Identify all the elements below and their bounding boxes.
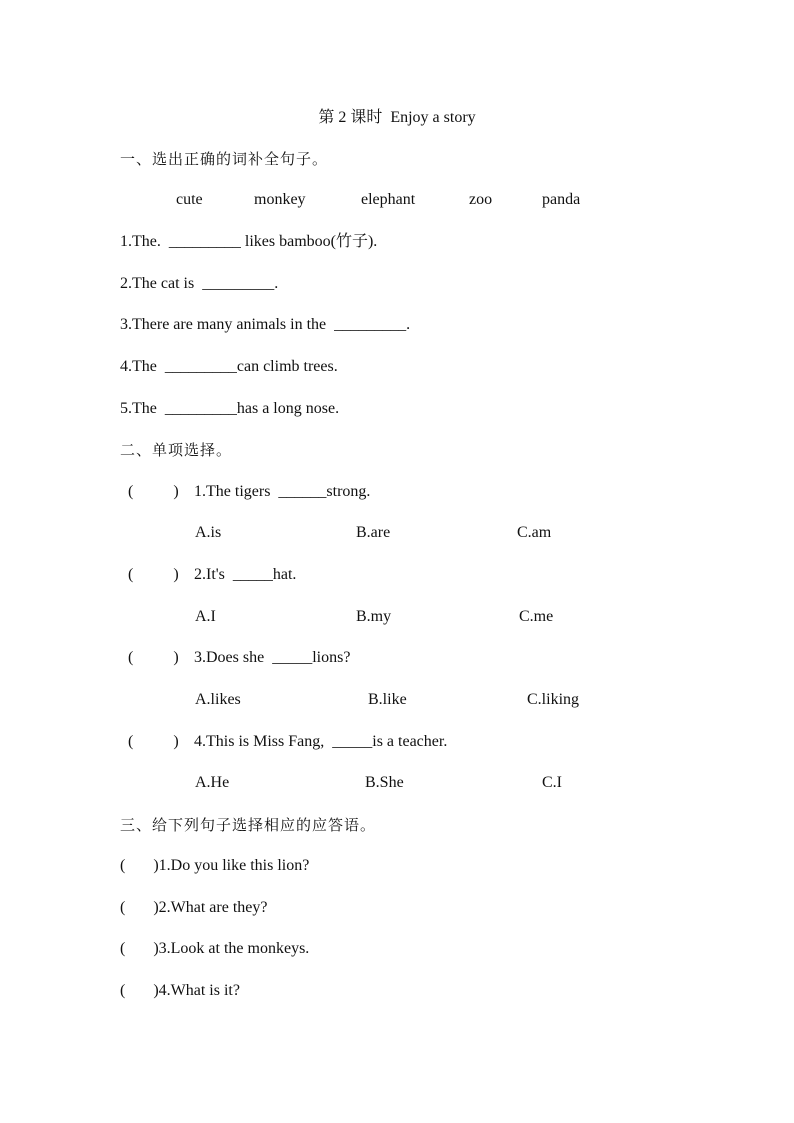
word-bank-item: cute [176,191,203,208]
response-question-3: ( )3.Look at the monkeys. [120,940,310,957]
mc-question-2-stem: 2.It's _____hat. [194,566,297,583]
mc-question-1-stem: 1.The tigers ______strong. [194,483,371,500]
fill-question-1: 1.The. _________ likes bamboo(竹子). [120,233,378,250]
answer-parenthesis: ( ) [128,483,179,500]
mc-option: B.my [356,608,392,625]
mc-option: A.likes [195,691,241,708]
mc-question-4-stem: 4.This is Miss Fang, _____is a teacher. [194,733,448,750]
mc-option: A.I [195,608,216,625]
word-bank-item: zoo [469,191,493,208]
mc-option: C.liking [527,691,580,708]
section-2-heading: 二、单项选择。 [120,441,233,459]
response-question-1: ( )1.Do you like this lion? [120,857,310,874]
answer-parenthesis: ( ) [128,566,179,583]
section-1-heading: 一、选出正确的词补全句子。 [120,150,329,168]
section-3-heading: 三、给下列句子选择相应的应答语。 [120,816,377,834]
page-title: 第 2 课时 Enjoy a story [318,109,476,126]
fill-question-3: 3.There are many animals in the _________. [120,316,411,333]
mc-option: B.are [356,524,391,541]
word-bank-item: elephant [361,191,416,208]
answer-parenthesis: ( ) [128,649,179,666]
fill-question-4: 4.The _________can climb trees. [120,358,338,375]
mc-option: C.am [517,524,552,541]
mc-question-3-stem: 3.Does she _____lions? [194,649,351,666]
mc-option: C.I [542,774,562,791]
answer-parenthesis: ( ) [128,733,179,750]
mc-option: C.me [519,608,554,625]
fill-question-5: 5.The _________has a long nose. [120,400,340,417]
mc-option: A.is [195,524,222,541]
mc-option: A.He [195,774,230,791]
response-question-4: ( )4.What is it? [120,982,240,999]
word-bank-item: panda [542,191,581,208]
mc-option: B.like [368,691,407,708]
response-question-2: ( )2.What are they? [120,899,268,916]
word-bank-item: monkey [254,191,306,208]
fill-question-2: 2.The cat is _________. [120,275,279,292]
mc-option: B.She [365,774,404,791]
